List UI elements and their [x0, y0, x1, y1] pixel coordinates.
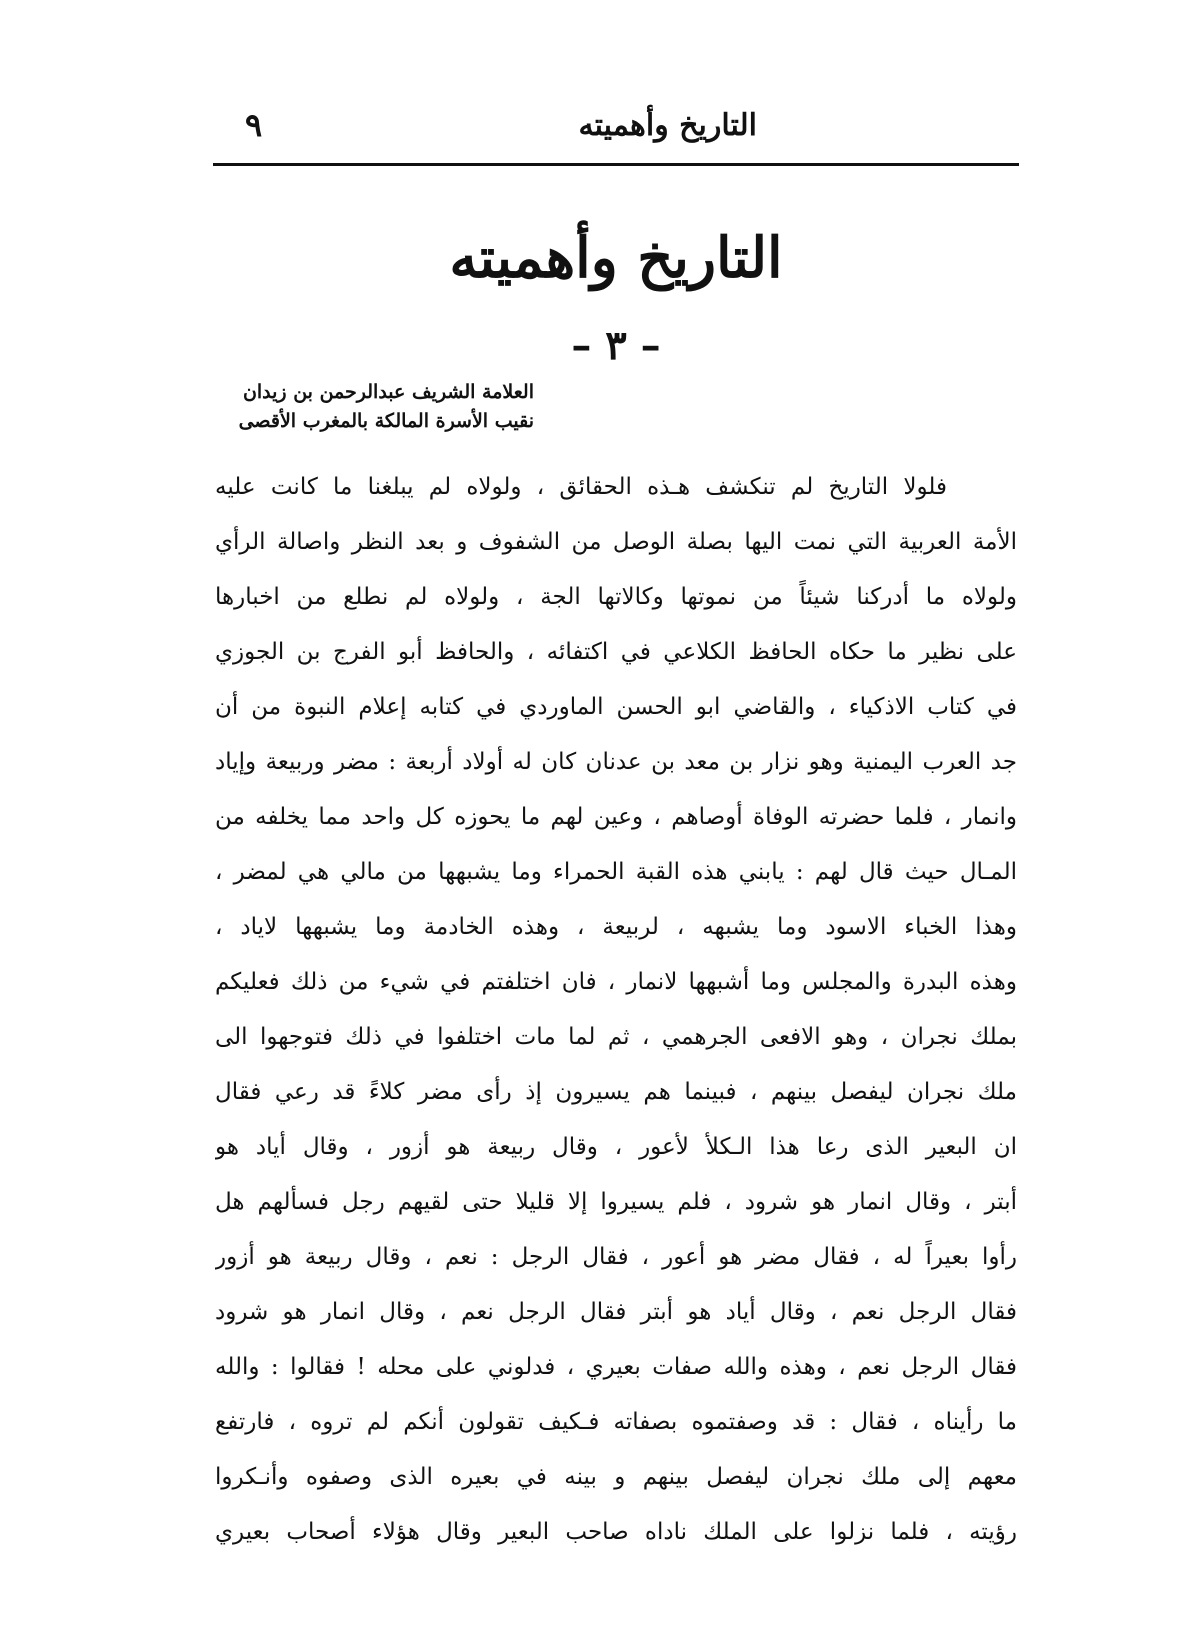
body-line: رؤيته ، فلما نزلوا على الملك ناداه صاحب البعير وقال هؤلاء أصحاب بعيري	[215, 1519, 1017, 1545]
body-line: معهم إلى ملك نجران ليفصل بينهم و بينه في بعيره الذى وصفوه وأنـكروا	[215, 1464, 1017, 1490]
body-line: فلولا التاريخ لم تنكشف هـذه الحقائق ، ولولاه لم يبلغنا ما كانت عليه	[215, 474, 947, 500]
body-line: على نظير ما حكاه الحافظ الكلاعي في اكتفائه ، والحافظ أبو الفرج بن الجوزي	[215, 639, 1017, 665]
page-number: ٩	[245, 106, 263, 144]
part-number: – ٣ –	[571, 322, 661, 369]
byline-author: العلامة الشريف عبدالرحمن بن زيدان	[242, 381, 534, 403]
body-line: جد العرب اليمنية وهو نزار بن معد بن عدنان كان له أولاد أربعة : مضر وربيعة وإياد	[215, 749, 1017, 775]
body-line: أبتر ، وقال انمار هو شرود ، فلم يسيروا إلا قليلا حتى لقيهم رجل فسألهم هل	[215, 1189, 1017, 1215]
body-text	[215, 460, 1017, 1560]
byline-role: نقيب الأسرة المالكة بالمغرب الأقصى	[238, 410, 534, 432]
body-line: وهذه البدرة والمجلس وما أشبهها لانمار ، فان اختلفتم في شيء من ذلك فعليكم	[215, 969, 1017, 995]
body-line: المـال حيث قال لهم : يابني هذه القبة الحمراء وما يشبهها من مالي هي لمضر ،	[215, 859, 1017, 885]
body-line: وانمار ، فلما حضرته الوفاة أوصاهم ، وعين لهم ما يحوزه كل واحد مما يخلفه من	[215, 804, 1017, 830]
body-line: ولولاه ما أدركنا شيئاً من نموتها وكالاتها الجة ، ولولاه لم نطلع من اخبارها	[215, 584, 1017, 610]
body-line: بملك نجران ، وهو الافعى الجرهمي ، ثم لما مات اختلفوا في ذلك فتوجهوا الى	[215, 1024, 1017, 1050]
body-line: وهذا الخباء الاسود وما يشبهه ، لربيعة ، وهذه الخادمة وما يشبهها لاياد ،	[215, 914, 1017, 940]
body-line: ملك نجران ليفصل بينهم ، فبينما هم يسيرون إذ رأى مضر كلاءً قد رعي فقال	[215, 1079, 1017, 1105]
body-line: ان البعير الذى رعا هذا الـكلأ لأعور ، وقال ربيعة هو أزور ، وقال أياد هو	[215, 1134, 1017, 1160]
body-line: الأمة العربية التي نمت اليها بصلة الوصل من الشفوف و بعد النظر واصالة الرأي	[215, 529, 1017, 555]
article-title: التاريخ وأهميته	[449, 225, 783, 291]
byline	[215, 378, 534, 436]
body-line: ما رأيناه ، فقال : قد وصفتموه بصفاته فـكيف تقولون أنكم لم تروه ، فارتفع	[215, 1409, 1017, 1435]
body-line: رأوا بعيراً له ، فقال مضر هو أعور ، فقال الرجل : نعم ، وقال ربيعة هو أزور	[215, 1244, 1017, 1270]
running-header	[215, 100, 1017, 156]
body-line: فقال الرجل نعم ، وقال أياد هو أبتر فقال الرجل نعم ، وقال انمار هو شرود	[215, 1299, 1017, 1325]
body-line: فقال الرجل نعم ، وهذه والله صفات بعيري ، فدلوني على محله ! فقالوا : والله	[215, 1354, 1017, 1380]
header-rule	[213, 163, 1019, 166]
running-title: التاريخ وأهميته	[578, 108, 757, 143]
body-line: في كتاب الاذكياء ، والقاضي ابو الحسن الماوردي في كتابه إعلام النبوة من أن	[215, 694, 1017, 720]
